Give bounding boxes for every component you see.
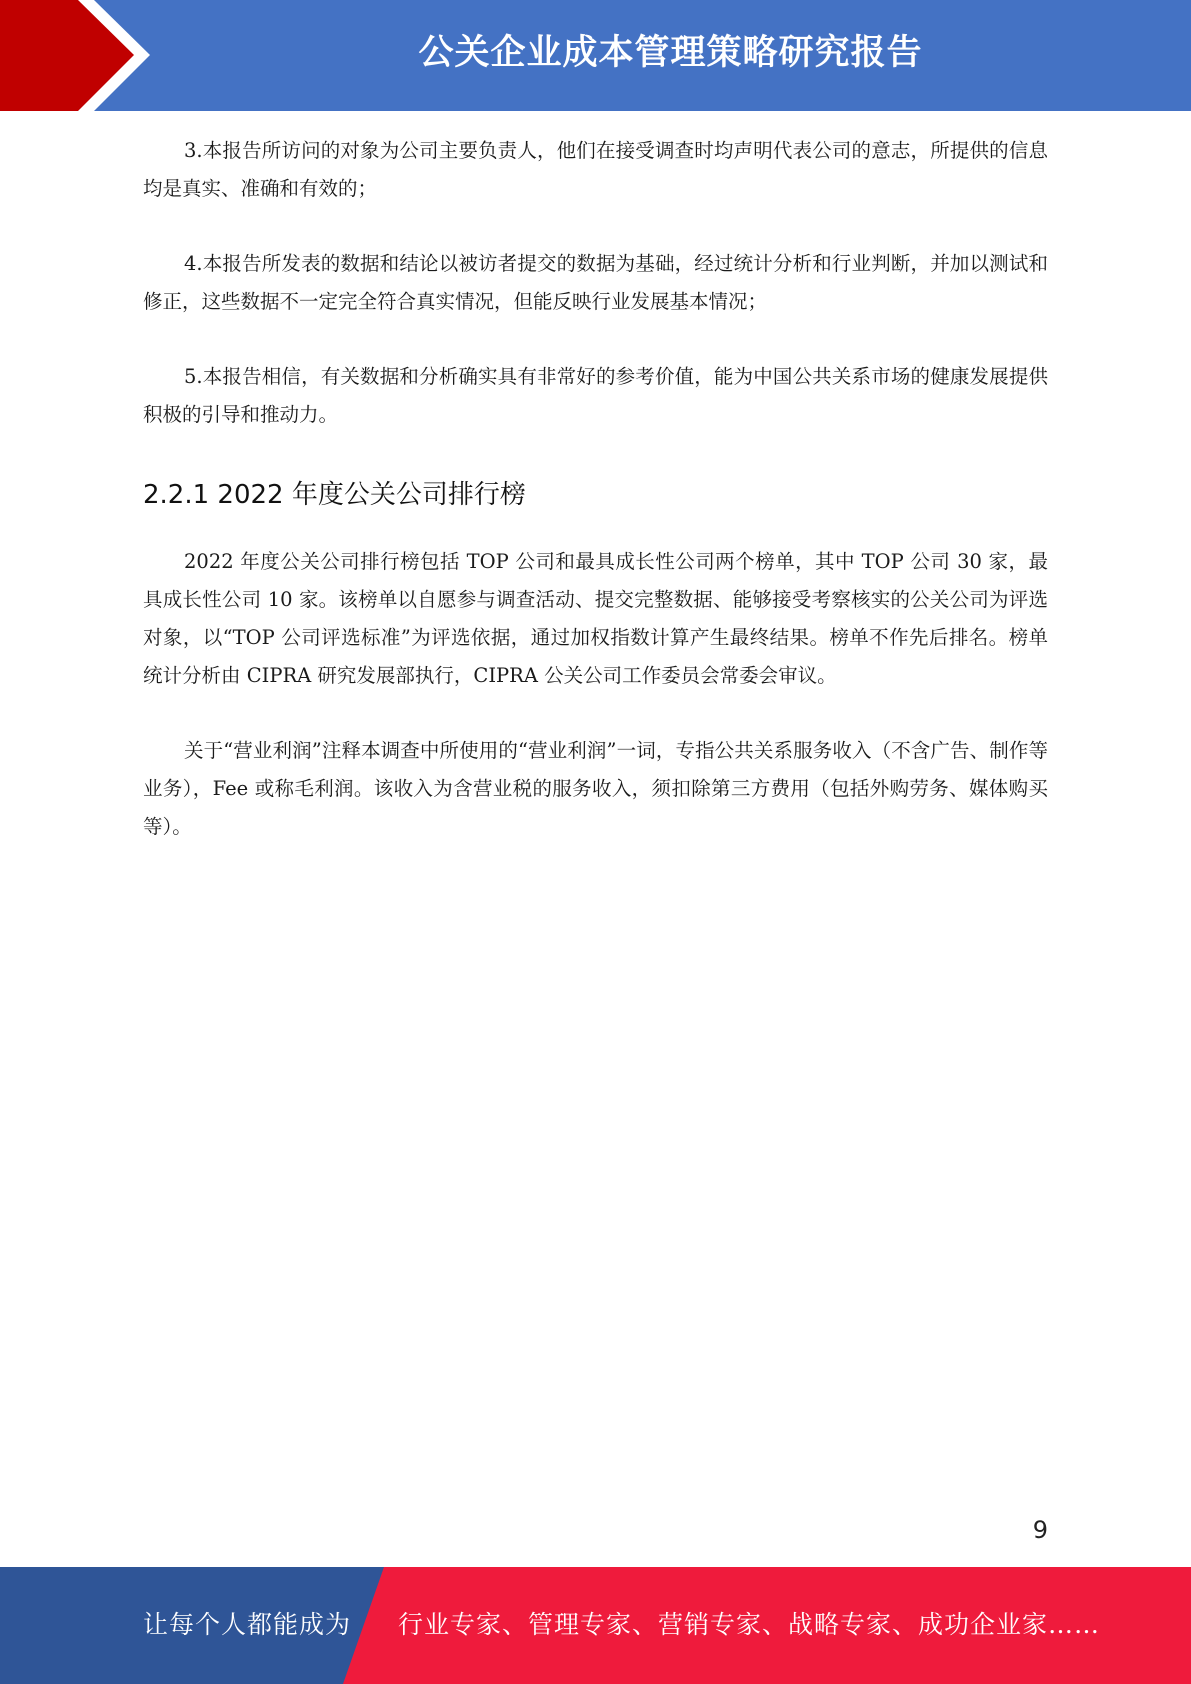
paragraph-5: 5.本报告相信，有关数据和分析确实具有非常好的参考价值，能为中国公共关系市场的健康发展提供积极的引导和推动力。 [143, 365, 1048, 426]
page-number: 9 [1032, 1516, 1048, 1544]
paragraph-4: 4.本报告所发表的数据和结论以被访者提交的数据为基础，经过统计分析和行业判断，并加以测试和修正，这些数据不一定完全符合真实情况，但能反映行业发展基本情况； [143, 252, 1048, 313]
page-footer [0, 1567, 1191, 1684]
profit-note-paragraph: 关于“营业利润”注释本调查中所使用的“营业利润”一词，专指公共关系服务收入（不含广告、制作等业务），Fee 或称毛利润。该收入为含营业税的服务收入，须扣除第三方费用（包括外购劳务、媒体购买等）。 [143, 739, 1048, 838]
footer-slogan-right: 行业专家、管理专家、营销专家、战略专家、成功企业家…… [398, 1610, 1101, 1639]
section-heading: 2.2.1 2022 年度公关公司排行榜 [143, 480, 526, 510]
paragraph-3: 3.本报告所访问的对象为公司主要负责人，他们在接受调查时均声明代表公司的意志，所提供的信息均是真实、准确和有效的； [143, 139, 1048, 200]
document-body [143, 132, 1048, 883]
report-title: 公关企业成本管理策略研究报告 [418, 33, 923, 73]
ranking-paragraph: 2022 年度公关公司排行榜包括 TOP 公司和最具成长性公司两个榜单，其中 TOP 公司 30 家，最具成长性公司 10 家。该榜单以自愿参与调查活动、提交完整数据、能够接受考察核实的公关公司为评选对象，以“TOP 公司评选标准”为评选依据，通过加权指数计算产生最终结果。榜单不作先后排名。榜单统计分析由 CIPRA 研究发展部执行，CIPRA 公关公司工作委员会常委会审议。 [143, 550, 1048, 687]
page-header [0, 0, 1191, 111]
footer-slogan-left: 让每个人都能成为 [143, 1610, 352, 1639]
